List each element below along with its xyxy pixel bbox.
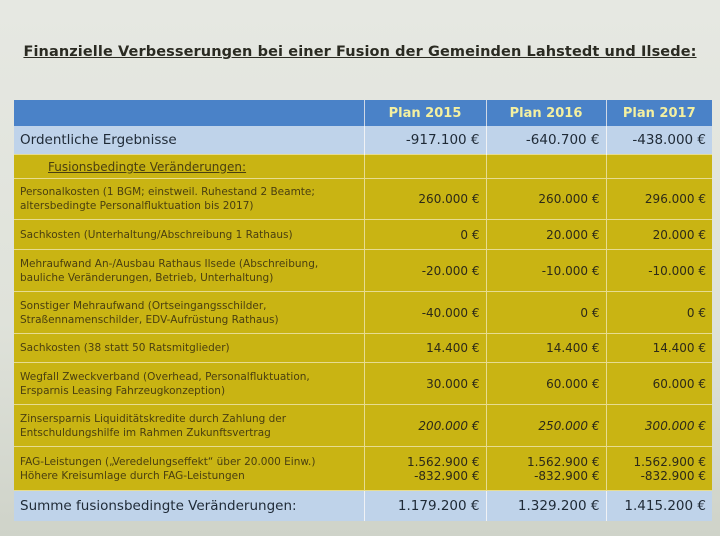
row-label [14, 363, 364, 405]
row-value-2016: 260.000 € [486, 179, 606, 220]
row-value-2015: 30.000 € [364, 363, 486, 405]
row-label [14, 220, 364, 250]
row-label-line1: Personalkosten (1 BGM; einstweil. Ruhestand 2 Beamte; [20, 186, 315, 198]
table-row [14, 292, 712, 334]
row-label-line2: Ersparnis Leasing Fahrzeugkonzeption) [20, 384, 226, 397]
section-label: Fusionsbedingte Veränderungen: [14, 155, 364, 179]
summe-2015: 1.179.200 € [364, 491, 486, 522]
row-label-line2: Straßennamenschilder, EDV-Aufrüstung Rathaus) [20, 313, 279, 326]
section-empty-2 [486, 155, 606, 179]
row-label-line1: Sonstiger Mehraufwand (Ortseingangsschilder, [20, 299, 267, 312]
row-value-2017: 60.000 € [606, 363, 712, 405]
header-plan-2016: Plan 2016 [486, 100, 606, 126]
row-value-2015: 260.000 € [364, 179, 486, 220]
table-row [14, 250, 712, 292]
row-value-2017: 296.000 € [606, 179, 712, 220]
row-label [14, 292, 364, 334]
kreisumlage-value: -832.900 € [414, 468, 480, 483]
row-label [14, 179, 364, 220]
ordentliche-2016: -640.700 € [486, 126, 606, 155]
finance-table [14, 100, 712, 521]
row-value-2016: 0 € [486, 292, 606, 334]
row-value-2016: -10.000 € [486, 250, 606, 292]
summe-2017: 1.415.200 € [606, 491, 712, 522]
fag-row [14, 447, 712, 491]
row-label [14, 334, 364, 363]
row-value-2016: 60.000 € [486, 363, 606, 405]
ordentliche-label: Ordentliche Ergebnisse [14, 126, 364, 155]
row-label-line1: Wegfall Zweckverband (Overhead, Personalfluktuation, [20, 370, 310, 383]
section-empty-3 [606, 155, 712, 179]
table-row [14, 220, 712, 250]
header-plan-2017: Plan 2017 [606, 100, 712, 126]
slide-title: Finanzielle Verbesserungen bei einer Fusion der Gemeinden Lahstedt und Ilsede: [23, 44, 697, 60]
row-label-line1: Zinsersparnis Liquiditätskredite durch Zahlung der [20, 412, 287, 425]
table-row [14, 334, 712, 363]
fag-label-line2: Höhere Kreisumlage durch FAG-Leistungen [20, 469, 245, 482]
header-plan-2015: Plan 2015 [364, 100, 486, 126]
row-value-2017: 0 € [606, 292, 712, 334]
table-row [14, 179, 712, 220]
row-value-2017: 20.000 € [606, 220, 712, 250]
fag-value: 1.562.900 € [526, 454, 600, 469]
row-label-line1: Sachkosten (38 statt 50 Ratsmitglieder) [20, 342, 230, 354]
row-value-2015: -40.000 € [364, 292, 486, 334]
fag-value: 1.562.900 € [633, 454, 706, 469]
row-value-2017: 14.400 € [606, 334, 712, 363]
row-value-2016: 250.000 € [486, 405, 606, 447]
fag-label [14, 447, 364, 491]
table-row [14, 405, 712, 447]
header-row [14, 100, 712, 126]
row-value-2015: 200.000 € [364, 405, 486, 447]
fag-values-2017 [606, 447, 712, 491]
row-value-2017: 300.000 € [606, 405, 712, 447]
row-label-line2: altersbedingte Personalfluktuation bis 2017) [20, 200, 254, 212]
summe-2016: 1.329.200 € [486, 491, 606, 522]
summe-label: Summe fusionsbedingte Veränderungen: [14, 491, 364, 522]
ordentliche-2015: -917.100 € [364, 126, 486, 155]
ordentliche-row [14, 126, 712, 155]
row-label-line2: Entschuldungshilfe im Rahmen Zukunftsvertrag [20, 426, 271, 439]
kreisumlage-value: -832.900 € [640, 468, 706, 483]
fag-values-2015 [364, 447, 486, 491]
row-label-line1: Sachkosten (Unterhaltung/Abschreibung 1 Rathaus) [20, 228, 293, 241]
row-label-line2: bauliche Veränderungen, Betrieb, Unterhaltung) [20, 271, 274, 284]
fag-label-line1: FAG-Leistungen („Veredelungseffekt“ über 20.000 Einw.) [20, 455, 316, 468]
row-value-2016: 14.400 € [486, 334, 606, 363]
fag-value: 1.562.900 € [406, 454, 480, 469]
row-value-2017: -10.000 € [606, 250, 712, 292]
header-empty [14, 100, 364, 126]
fag-values-2016 [486, 447, 606, 491]
row-value-2015: 14.400 € [364, 334, 486, 363]
row-value-2015: -20.000 € [364, 250, 486, 292]
ordentliche-2017: -438.000 € [606, 126, 712, 155]
table-row [14, 363, 712, 405]
row-value-2015: 0 € [364, 220, 486, 250]
section-row [14, 155, 712, 179]
kreisumlage-value: -832.900 € [534, 468, 600, 483]
summe-row [14, 491, 712, 522]
row-label [14, 250, 364, 292]
row-value-2016: 20.000 € [486, 220, 606, 250]
row-label [14, 405, 364, 447]
row-label-line1: Mehraufwand An-/Ausbau Rathaus Ilsede (Abschreibung, [20, 257, 319, 270]
section-empty-1 [364, 155, 486, 179]
